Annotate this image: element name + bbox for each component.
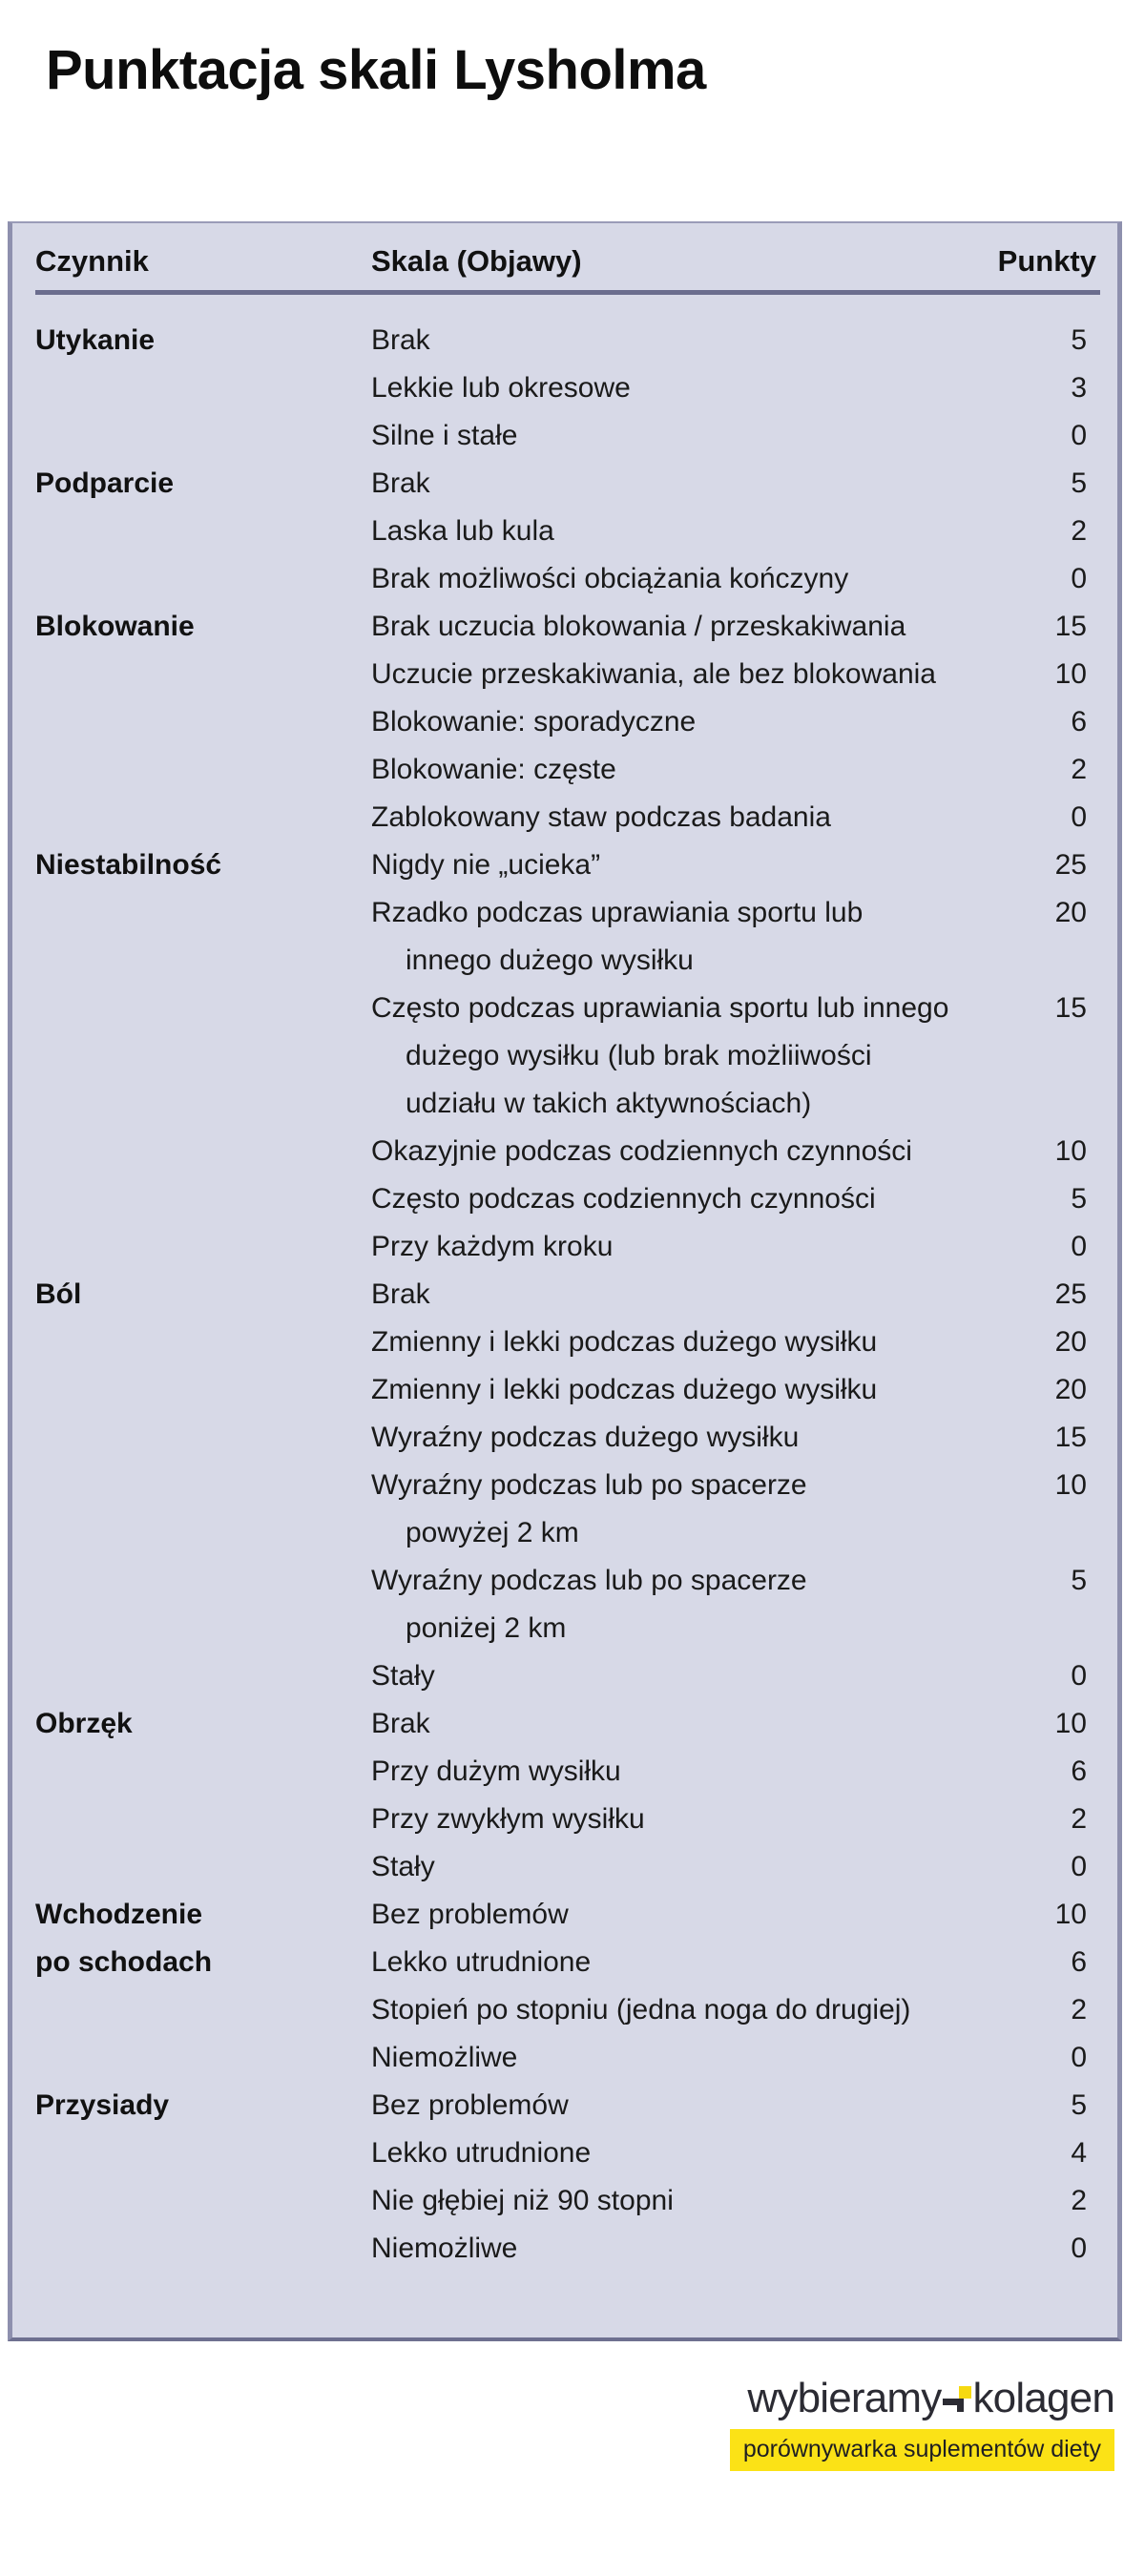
cell-factor: Obrzęk (35, 1708, 133, 1739)
cell-points: 0 (1071, 2233, 1087, 2264)
cell-scale: udziału w takich aktywnościach) (406, 1088, 812, 1119)
cell-points: 4 (1071, 2137, 1087, 2169)
cell-scale: Przy dużym wysiłku (371, 1755, 621, 1787)
table-row (12, 698, 1117, 746)
table-row (12, 1032, 1117, 1080)
table-row (12, 985, 1117, 1032)
cell-points: 2 (1071, 515, 1087, 547)
table-row (12, 1796, 1117, 1843)
cell-scale: Blokowanie: częste (371, 754, 616, 785)
table-row (12, 1271, 1117, 1319)
table-row (12, 937, 1117, 985)
table-row (12, 2129, 1117, 2177)
table-row (12, 794, 1117, 841)
cell-points: 2 (1071, 1803, 1087, 1835)
column-header-points: Punkty (997, 244, 1096, 278)
cell-scale: Wyraźny podczas lub po spacerze (371, 1469, 807, 1501)
brand-logo (599, 2375, 1114, 2471)
cell-factor: Przysiady (35, 2089, 170, 2121)
cell-factor: Podparcie (35, 467, 175, 499)
cell-scale: Bez problemów (371, 1899, 569, 1930)
table-row (12, 555, 1117, 603)
brand-name-part1: wybieramy (747, 2375, 942, 2421)
cell-points: 2 (1071, 2185, 1087, 2216)
cell-scale: Bez problemów (371, 2089, 569, 2121)
cell-points: 10 (1054, 1708, 1087, 1739)
cell-scale: Niemożliwe (371, 2233, 518, 2264)
cell-scale: Brak (371, 1708, 430, 1739)
cell-scale: Brak (371, 1278, 430, 1310)
cell-scale: Przy zwykłym wysiłku (371, 1803, 645, 1835)
cell-points: 20 (1054, 897, 1087, 928)
cell-points: 0 (1071, 1231, 1087, 1262)
table-row (12, 1462, 1117, 1509)
table-row (12, 1891, 1117, 1939)
cell-scale: Zmienny i lekki podczas dużego wysiłku (371, 1374, 878, 1405)
cell-points: 25 (1054, 1278, 1087, 1310)
cell-scale: Wyraźny podczas dużego wysiłku (371, 1422, 800, 1453)
cell-points: 0 (1071, 1851, 1087, 1882)
table-row (12, 1319, 1117, 1366)
table-row (12, 2225, 1117, 2273)
lysholm-score-table (8, 221, 1122, 2341)
table-row (12, 460, 1117, 508)
table-row (12, 1509, 1117, 1557)
cell-points: 25 (1054, 849, 1087, 881)
cell-points: 5 (1071, 1565, 1087, 1596)
header-divider (35, 290, 1100, 295)
brand-mark-icon (943, 2383, 971, 2412)
cell-points: 10 (1054, 1135, 1087, 1167)
table-row (12, 746, 1117, 794)
table-row (12, 651, 1117, 698)
cell-points: 10 (1054, 658, 1087, 690)
cell-scale: Zablokowany staw podczas badania (371, 801, 831, 833)
cell-factor: Niestabilność (35, 849, 222, 881)
table-row (12, 1843, 1117, 1891)
cell-scale: Uczucie przeskakiwania, ale bez blokowania (371, 658, 936, 690)
cell-points: 5 (1071, 2089, 1087, 2121)
cell-scale: Silne i stałe (371, 420, 518, 451)
cell-points: 0 (1071, 1660, 1087, 1692)
cell-scale: Brak możliwości obciążania kończyny (371, 563, 849, 594)
cell-scale: Okazyjnie podczas codziennych czynności (371, 1135, 912, 1167)
table-body (12, 317, 1117, 2273)
cell-scale: Brak uczucia blokowania / przeskakiwania (371, 611, 906, 642)
cell-points: 5 (1071, 467, 1087, 499)
cell-points: 6 (1071, 1946, 1087, 1978)
cell-points: 5 (1071, 324, 1087, 356)
cell-points: 0 (1071, 2042, 1087, 2073)
table-row (12, 1175, 1117, 1223)
table-row (12, 412, 1117, 460)
cell-factor: Wchodzenie (35, 1899, 203, 1930)
cell-points: 15 (1054, 992, 1087, 1024)
cell-scale: Stały (371, 1660, 435, 1692)
cell-scale: Nie głębiej niż 90 stopni (371, 2185, 674, 2216)
table-row (12, 1652, 1117, 1700)
cell-scale: innego dużego wysiłku (406, 945, 694, 976)
brand-tagline: porównywarka suplementów diety (730, 2429, 1114, 2471)
table-row (12, 1939, 1117, 1986)
cell-points: 6 (1071, 1755, 1087, 1787)
table-row (12, 508, 1117, 555)
cell-scale: Rzadko podczas uprawiania sportu lub (371, 897, 864, 928)
cell-factor: Utykanie (35, 324, 156, 356)
cell-points: 15 (1054, 1422, 1087, 1453)
cell-points: 2 (1071, 754, 1087, 785)
cell-scale: Często podczas codziennych czynności (371, 1183, 876, 1215)
table-row (12, 1080, 1117, 1128)
column-header-scale: Skala (Objawy) (371, 244, 582, 278)
table-row (12, 2034, 1117, 2082)
table-row (12, 603, 1117, 651)
cell-points: 5 (1071, 1183, 1087, 1215)
cell-scale: Brak (371, 324, 430, 356)
cell-scale: powyżej 2 km (406, 1517, 579, 1548)
cell-points: 0 (1071, 801, 1087, 833)
cell-factor: Blokowanie (35, 611, 195, 642)
table-row (12, 1414, 1117, 1462)
column-header-factor: Czynnik (35, 244, 149, 278)
cell-points: 6 (1071, 706, 1087, 737)
brand-name-part2: kolagen (972, 2375, 1114, 2421)
cell-scale: Lekko utrudnione (371, 1946, 592, 1978)
cell-scale: Niemożliwe (371, 2042, 518, 2073)
cell-scale: Lekko utrudnione (371, 2137, 592, 2169)
cell-scale: Laska lub kula (371, 515, 554, 547)
table-row (12, 1700, 1117, 1748)
cell-scale: Nigdy nie „ucieka” (371, 849, 601, 881)
cell-scale: Wyraźny podczas lub po spacerze (371, 1565, 807, 1596)
cell-points: 3 (1071, 372, 1087, 404)
cell-factor: po schodach (35, 1946, 213, 1978)
cell-scale: dużego wysiłku (lub brak możliiwości (406, 1040, 872, 1071)
cell-points: 20 (1054, 1326, 1087, 1358)
cell-scale: Blokowanie: sporadyczne (371, 706, 697, 737)
cell-points: 2 (1071, 1994, 1087, 2025)
cell-points: 0 (1071, 420, 1087, 451)
table-row (12, 1223, 1117, 1271)
table-row (12, 1557, 1117, 1605)
cell-points: 20 (1054, 1374, 1087, 1405)
cell-scale: Przy każdym kroku (371, 1231, 614, 1262)
cell-scale: Często podczas uprawiania sportu lub innego (371, 992, 949, 1024)
table-row (12, 1605, 1117, 1652)
cell-factor: Ból (35, 1278, 82, 1310)
table-row (12, 1128, 1117, 1175)
brand-wordmark (747, 2375, 1114, 2421)
cell-points: 15 (1054, 611, 1087, 642)
cell-scale: Zmienny i lekki podczas dużego wysiłku (371, 1326, 878, 1358)
table-row (12, 2082, 1117, 2129)
cell-scale: Stopień po stopniu (jedna noga do drugiej) (371, 1994, 911, 2025)
table-row (12, 1366, 1117, 1414)
cell-scale: Lekkie lub okresowe (371, 372, 631, 404)
cell-points: 0 (1071, 563, 1087, 594)
cell-points: 10 (1054, 1469, 1087, 1501)
cell-scale: Brak (371, 467, 430, 499)
table-row (12, 364, 1117, 412)
table-row (12, 317, 1117, 364)
table-row (12, 2177, 1117, 2225)
cell-scale: poniżej 2 km (406, 1612, 567, 1644)
cell-scale: Stały (371, 1851, 435, 1882)
table-row (12, 1986, 1117, 2034)
table-row (12, 1748, 1117, 1796)
table-row (12, 889, 1117, 937)
cell-points: 10 (1054, 1899, 1087, 1930)
table-row (12, 841, 1117, 889)
page-title: Punktacja skali Lysholma (46, 39, 706, 101)
